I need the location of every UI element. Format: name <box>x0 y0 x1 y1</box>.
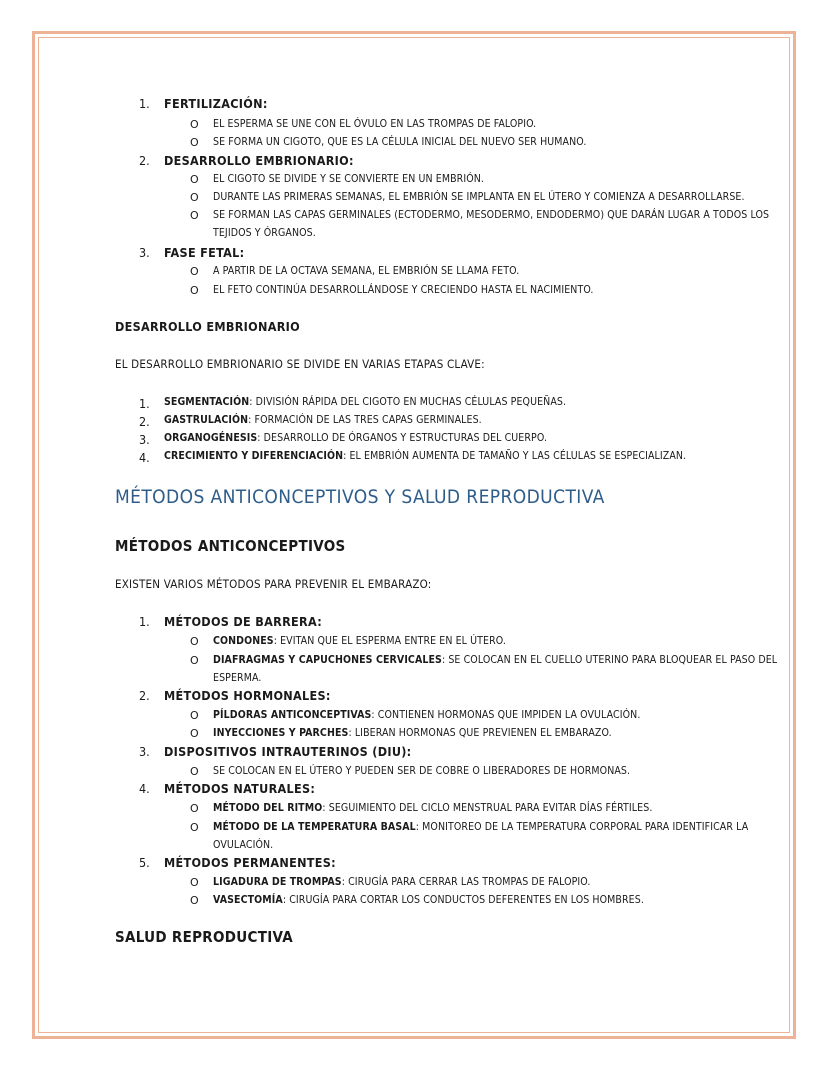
list-subitem: INYECCIONES Y PARCHES: LIBERAN HORMONAS QUE PREVIENEN EL EMBARAZO. <box>213 727 612 739</box>
bullet-icon: O <box>190 802 199 815</box>
section-heading-salud: SALUD REPRODUCTIVA <box>115 928 294 946</box>
bullet-icon: O <box>190 191 199 204</box>
list-number: 3. <box>139 432 150 447</box>
list-subitem: DURANTE LAS PRIMERAS SEMANAS, EL EMBRIÓN SE IMPLANTA EN EL ÚTERO Y COMIENZA A DESARROLLARSE. <box>213 191 745 203</box>
paragraph-intro: EL DESARROLLO EMBRIONARIO SE DIVIDE EN VARIAS ETAPAS CLAVE: <box>115 357 485 371</box>
list-subitem: EL CIGOTO SE DIVIDE Y SE CONVIERTE EN UN EMBRIÓN. <box>213 173 485 185</box>
list-subitem: VASECTOMÍA: CIRUGÍA PARA CORTAR LOS CONDUCTOS DEFERENTES EN LOS HOMBRES. <box>213 894 644 906</box>
list-item-heading: DISPOSITIVOS INTRAUTERINOS (DIU): <box>164 744 412 759</box>
list-number: 3. <box>139 245 150 260</box>
list-subitem: EL FETO CONTINÚA DESARROLLÁNDOSE Y CRECIENDO HASTA EL NACIMIENTO. <box>213 284 594 296</box>
list-subitem: SE FORMA UN CIGOTO, QUE ES LA CÉLULA INICIAL DEL NUEVO SER HUMANO. <box>213 136 587 148</box>
stage-item: CRECIMIENTO Y DIFERENCIACIÓN: EL EMBRIÓN AUMENTA DE TAMAÑO Y LAS CÉLULAS SE ESPECIALIZAN. <box>164 450 687 462</box>
list-item-heading: MÉTODOS PERMANENTES: <box>164 855 336 870</box>
list-item-heading: MÉTODOS DE BARRERA: <box>164 614 323 629</box>
list-subitem: A PARTIR DE LA OCTAVA SEMANA, EL EMBRIÓN SE LLAMA FETO. <box>213 265 520 277</box>
bullet-icon: O <box>190 635 199 648</box>
paragraph-intro: EXISTEN VARIOS MÉTODOS PARA PREVENIR EL EMBARAZO: <box>115 577 432 591</box>
list-subitem: LIGADURA DE TROMPAS: CIRUGÍA PARA CERRAR LAS TROMPAS DE FALOPIO. <box>213 876 591 888</box>
section-heading-metodos: MÉTODOS ANTICONCEPTIVOS <box>115 537 346 555</box>
list-number: 5. <box>139 855 150 870</box>
bullet-icon: O <box>190 118 199 131</box>
list-subitem: CONDONES: EVITAN QUE EL ESPERMA ENTRE EN EL ÚTERO. <box>213 635 506 647</box>
list-number: 1. <box>139 96 150 111</box>
list-number: 4. <box>139 781 150 796</box>
list-subitem-continued: ESPERMA. <box>213 672 262 684</box>
list-number: 2. <box>139 688 150 703</box>
list-item-heading: FERTILIZACIÓN: <box>164 96 268 111</box>
bullet-icon: O <box>190 209 199 222</box>
bullet-icon: O <box>190 265 199 278</box>
list-item-heading: FASE FETAL: <box>164 245 245 260</box>
bullet-icon: O <box>190 173 199 186</box>
section-heading-desarrollo: DESARROLLO EMBRIONARIO <box>115 319 301 334</box>
list-subitem: MÉTODO DE LA TEMPERATURA BASAL: MONITOREO DE LA TEMPERATURA CORPORAL PARA IDENTIFICAR LA <box>213 821 749 833</box>
bullet-icon: O <box>190 876 199 889</box>
list-subitem: SE FORMAN LAS CAPAS GERMINALES (ECTODERMO, MESODERMO, ENDODERMO) QUE DARÁN LUGAR A TODOS LOS <box>213 209 770 221</box>
list-item-heading: DESARROLLO EMBRIONARIO: <box>164 153 354 168</box>
stage-item: SEGMENTACIÓN: DIVISIÓN RÁPIDA DEL CIGOTO EN MUCHAS CÉLULAS PEQUEÑAS. <box>164 396 567 408</box>
list-number: 3. <box>139 744 150 759</box>
list-number: 1. <box>139 614 150 629</box>
bullet-icon: O <box>190 765 199 778</box>
bullet-icon: O <box>190 136 199 149</box>
bullet-icon: O <box>190 284 199 297</box>
stage-item: GASTRULACIÓN: FORMACIÓN DE LAS TRES CAPAS GERMINALES. <box>164 414 482 426</box>
bullet-icon: O <box>190 727 199 740</box>
bullet-icon: O <box>190 654 199 667</box>
list-subitem-continued: TEJIDOS Y ÓRGANOS. <box>213 227 316 239</box>
stage-item: ORGANOGÉNESIS: DESARROLLO DE ÓRGANOS Y ESTRUCTURAS DEL CUERPO. <box>164 432 548 444</box>
list-subitem: PÍLDORAS ANTICONCEPTIVAS: CONTIENEN HORMONAS QUE IMPIDEN LA OVULACIÓN. <box>213 709 641 721</box>
list-number: 2. <box>139 153 150 168</box>
list-subitem-continued: OVULACIÓN. <box>213 839 274 851</box>
list-subitem: SE COLOCAN EN EL ÚTERO Y PUEDEN SER DE COBRE O LIBERADORES DE HORMONAS. <box>213 765 631 777</box>
bullet-icon: O <box>190 894 199 907</box>
chapter-title: MÉTODOS ANTICONCEPTIVOS Y SALUD REPRODUCTIVA <box>115 486 605 508</box>
list-subitem: DIAFRAGMAS Y CAPUCHONES CERVICALES: SE COLOCAN EN EL CUELLO UTERINO PARA BLOQUEAR EL PASO DEL <box>213 654 778 666</box>
list-item-heading: MÉTODOS HORMONALES: <box>164 688 331 703</box>
list-number: 1. <box>139 396 150 411</box>
list-subitem: MÉTODO DEL RITMO: SEGUIMIENTO DEL CICLO MENSTRUAL PARA EVITAR DÍAS FÉRTILES. <box>213 802 653 814</box>
list-item-heading: MÉTODOS NATURALES: <box>164 781 316 796</box>
list-number: 4. <box>139 450 150 465</box>
list-subitem: EL ESPERMA SE UNE CON EL ÓVULO EN LAS TROMPAS DE FALOPIO. <box>213 118 537 130</box>
list-number: 2. <box>139 414 150 429</box>
bullet-icon: O <box>190 821 199 834</box>
bullet-icon: O <box>190 709 199 722</box>
